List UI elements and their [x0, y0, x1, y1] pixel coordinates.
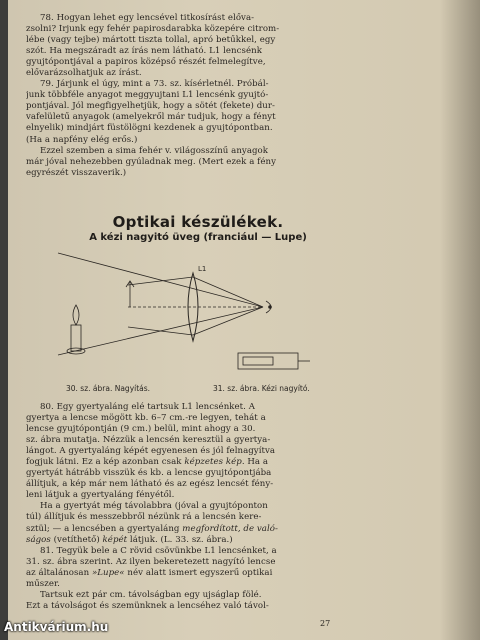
italic-run: megfordított, de való-	[182, 523, 278, 534]
text-line: gyujtópontjával a papiros középső részét felmelegítve,	[26, 57, 266, 68]
handheld-magnifier	[238, 353, 298, 369]
text-line	[26, 524, 364, 535]
book-page	[8, 0, 480, 640]
text-line: pontjával. Jól megfigyelhetjük, hogy a sötét (fekete) dur-	[26, 101, 275, 112]
section-title: Optikai készülékek.	[112, 213, 284, 231]
italic-run: képét	[102, 534, 128, 545]
text-line: már jóval nehezebben gyúladnak meg. (Mert ezek a fény	[26, 156, 277, 167]
text-line: egyrészét visszaverik.)	[26, 167, 127, 178]
figure-caption-30: 30. sz. ábra. Nagyítás.	[66, 384, 151, 393]
text-line: műszer.	[26, 578, 60, 589]
text-line: vafelületű anyagok (amelyekről már tudjuk, hogy a fényt	[26, 112, 276, 123]
watermark-logo: Antikvárium.hu	[4, 620, 109, 634]
text-line: lángot. A gyertyaláng képét egyenesen és jól felnagyítva	[26, 446, 276, 457]
text-line: Ezt a távolságot és szemünknek a lencséhez való távol-	[26, 600, 269, 611]
upper-text-block	[26, 13, 364, 179]
ray-line	[193, 277, 263, 307]
text-line: gyertya a lencse mögött kb. 6–7 cm.-re legyen, tehát a	[26, 413, 266, 424]
text-run: . Ha a	[241, 457, 269, 468]
text-run: sztül; — a lencsében a gyertyaláng	[26, 523, 183, 534]
candle-flame	[73, 305, 79, 325]
italic-run: »Lupe«	[91, 567, 125, 578]
text-line: 81. Tegyük bele a C rövid csövünkbe L1 lencsénket, a	[40, 545, 277, 556]
section-subtitle: A kézi nagyitó üveg (franciául — Lupe)	[89, 232, 307, 243]
ray-line	[128, 327, 193, 335]
text-run: látjuk. (L. 33. sz. ábra.)	[127, 534, 233, 545]
text-line: junk többféle anyagot meggyujtani L1 lencsénk gyujtó-	[26, 90, 269, 101]
text-line: 78. Hogyan lehet egy lencsével titkosírást előva-	[40, 13, 255, 23]
text-line: lébe (vagy tejbe) mártott tiszta tollal, apró betűkkel, egy	[26, 35, 276, 46]
text-line: 79. Járjunk el úgy, mint a 73. sz. kísérletnél. Próbál-	[40, 79, 269, 90]
text-line	[26, 457, 364, 468]
text-line: Ha a gyertyát még távolabbra (jóval a gyujtóponton	[40, 501, 268, 512]
text-line: szót. Ha megszáradt az írás nem látható. L1 lencsénk	[26, 46, 262, 57]
text-run: (vetíthető)	[50, 534, 103, 545]
text-line: Ezzel szemben a sima fehér v. világosszínű anyagok	[40, 145, 269, 156]
eye-pupil	[269, 306, 272, 309]
page-number: 27	[320, 619, 331, 628]
text-line: Tartsuk ezt pár cm. távolságban egy ujságlap fölé.	[40, 589, 262, 600]
text-line: leni látjuk a gyertyaláng fényétől.	[26, 490, 175, 501]
text-line: sz. ábra mutatja. Nézzük a lencsén keresztül a gyertya-	[26, 435, 271, 446]
figure-caption-31: 31. sz. ábra. Kézi nagyító.	[213, 384, 310, 393]
text-line: elővarázsolhatjuk az írást.	[26, 68, 142, 79]
magnifier-lens	[243, 357, 273, 365]
italic-run: képzetes kép	[184, 457, 242, 468]
italic-run: ságos	[26, 534, 51, 545]
text-line	[26, 535, 364, 546]
ray-line	[58, 253, 263, 307]
text-line: (Ha a napfény elég erős.)	[26, 134, 138, 145]
text-line: gyertyát hátrább visszük és kb. a lencse gyujtópontjába	[26, 468, 272, 479]
text-line: túl) állítjuk és messzebbről nézünk rá a lencsén kere-	[26, 512, 262, 523]
text-line: 31. sz. ábra szerint. Az ilyen bekeretezett nagyító lencse	[26, 556, 276, 567]
text-line	[26, 568, 364, 579]
text-line: lencse gyujtópontján (9 cm.) belül, mint ahogy a 30.	[26, 424, 256, 435]
ray-line	[128, 277, 193, 285]
text-line: állítjuk, a kép már nem látható és az egész lencsét fény-	[26, 479, 274, 490]
lens-label: L1	[198, 265, 207, 273]
text-line: elnyelik) mindjárt füstölögni kezdenek a gyujtópontban.	[26, 123, 273, 134]
text-line: zsolni? Írjunk egy fehér papirosdarabka közepére citrom-	[26, 24, 280, 35]
lower-text-block	[26, 402, 364, 612]
magnifier-diagram	[48, 245, 348, 385]
text-run: az általánosan	[26, 567, 92, 578]
text-line: 80. Egy gyertyaláng elé tartsuk L1 lencsénket. A	[40, 402, 255, 412]
text-run: név alatt ismert egyszerű optikai	[124, 567, 273, 578]
candle-body	[71, 325, 81, 351]
text-run: fogjuk látni. Ez a kép azonban csak	[26, 457, 185, 468]
